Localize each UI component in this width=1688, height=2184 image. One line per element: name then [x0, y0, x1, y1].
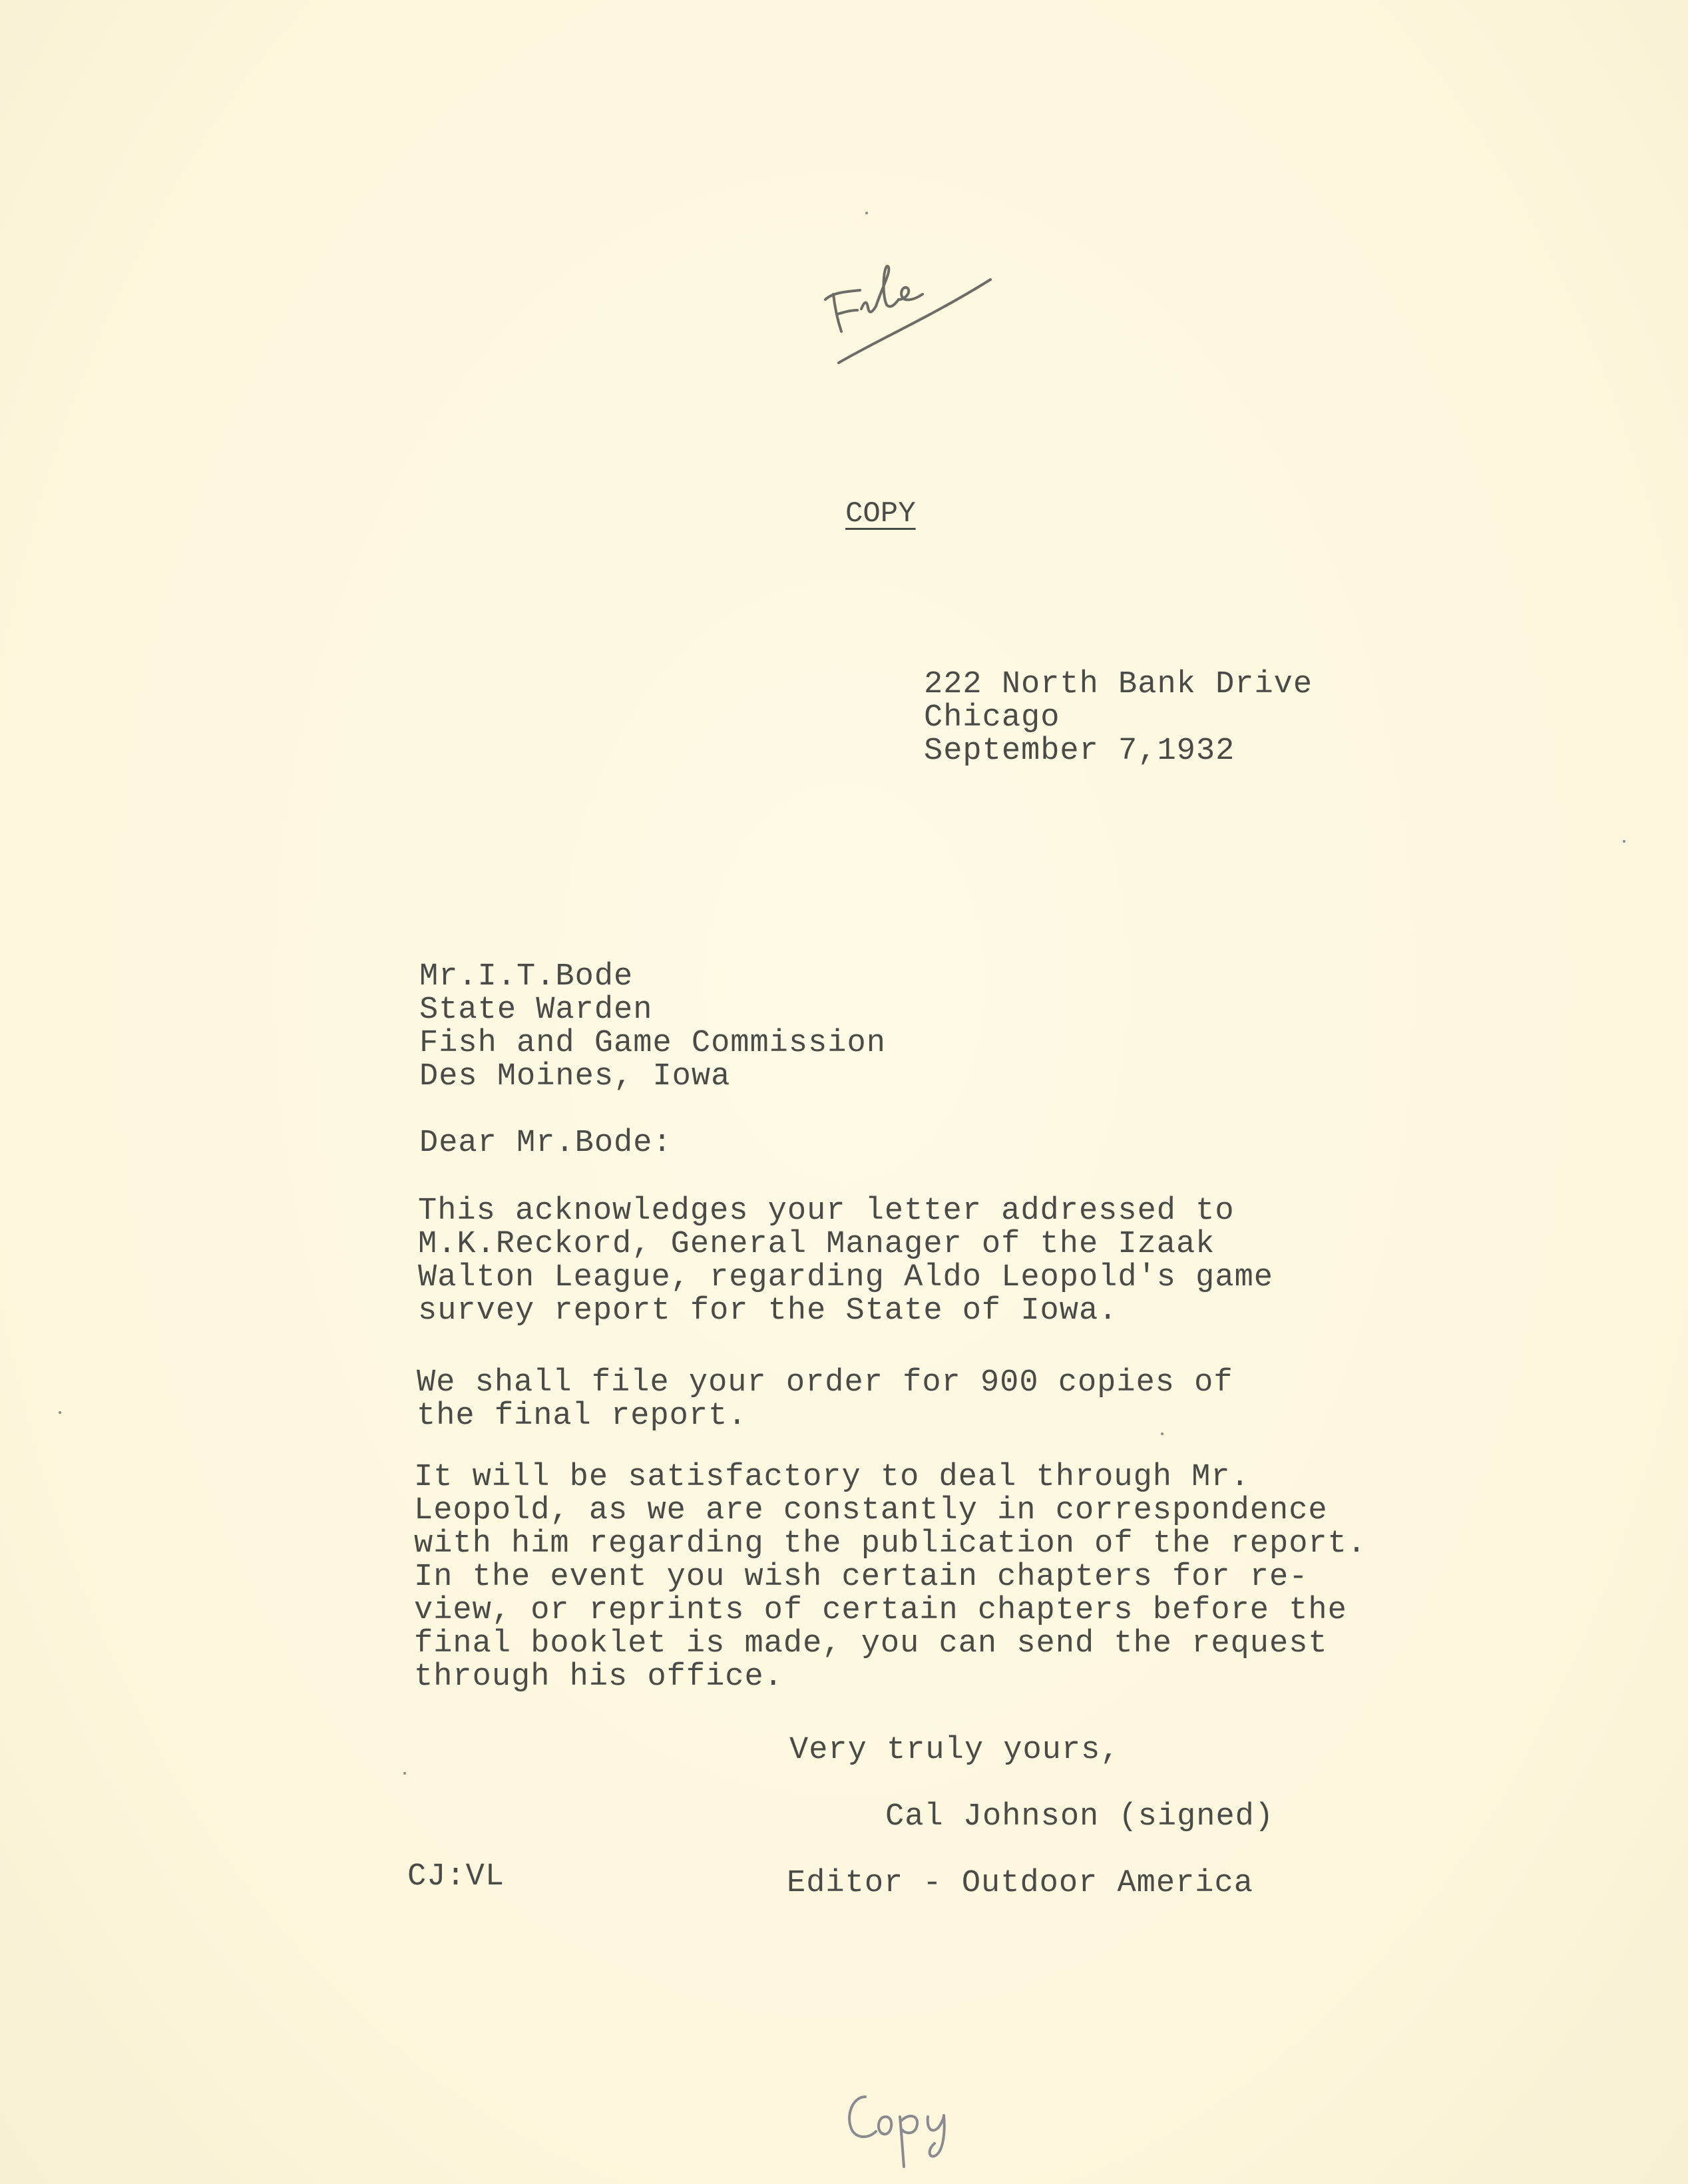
recipient-address [419, 961, 886, 1094]
paper-speck [1161, 1432, 1163, 1435]
salutation: Dear Mr.Bode: [419, 1126, 672, 1161]
recipient-title: State Warden [419, 992, 653, 1028]
signer-title: Editor - Outdoor America [787, 1866, 1253, 1901]
sender-street: 222 North Bank Drive [924, 667, 1313, 702]
typist-initials: CJ:VL [407, 1859, 505, 1894]
copy-handwritten-annotation [839, 2077, 985, 2177]
body-line: with him regarding the publication of the report. [414, 1526, 1367, 1562]
body-line: the final report. [417, 1399, 747, 1434]
recipient-location: Des Moines, Iowa [419, 1059, 731, 1094]
closing: Very truly yours, [789, 1733, 1120, 1768]
body-line: survey report for the State of Iowa. [418, 1293, 1118, 1329]
sender-city: Chicago [924, 700, 1060, 736]
body-paragraph-2 [417, 1367, 1233, 1433]
body-paragraph-1 [418, 1195, 1273, 1328]
body-line: We shall file your order for 900 copies of [417, 1365, 1233, 1401]
signature: Cal Johnson (signed) [885, 1799, 1275, 1835]
copy-heading: COPY [845, 497, 916, 531]
letter-date: September 7,1932 [924, 734, 1235, 769]
body-line: view, or reprints of certain chapters before the [414, 1593, 1347, 1628]
body-line: Leopold, as we are constantly in correspondence [414, 1493, 1328, 1528]
body-line: In the event you wish certain chapters for re- [414, 1560, 1309, 1595]
body-line: It will be satisfactory to deal through Mr. [414, 1460, 1250, 1495]
paper-speck [1623, 840, 1625, 843]
body-line: M.K.Reckord, General Manager of the Izaak [418, 1227, 1215, 1262]
paper-speck [403, 1772, 406, 1775]
paper-speck [865, 212, 868, 214]
body-paragraph-3 [414, 1461, 1367, 1694]
paper-speck [59, 1411, 61, 1414]
recipient-name: Mr.I.T.Bode [419, 959, 634, 994]
body-line: This acknowledges your letter addressed to [418, 1194, 1235, 1229]
sender-address [924, 668, 1313, 768]
body-line: Walton League, regarding Aldo Leopold's game [418, 1260, 1274, 1295]
body-line: through his office. [414, 1659, 783, 1695]
file-handwritten-annotation [819, 253, 1005, 373]
body-line: final booklet is made, you can send the request [414, 1626, 1328, 1661]
recipient-organization: Fish and Game Commission [419, 1026, 886, 1061]
